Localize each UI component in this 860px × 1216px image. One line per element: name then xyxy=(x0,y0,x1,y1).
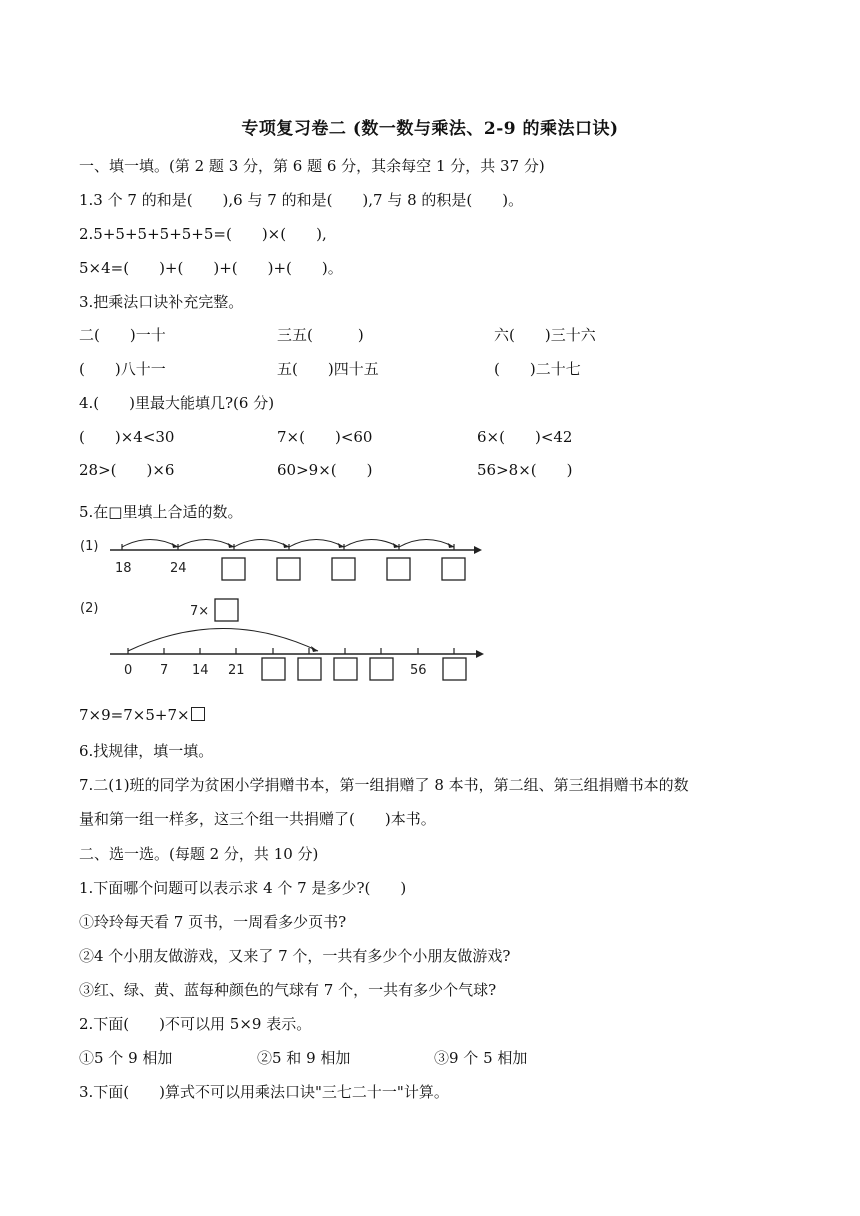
arc-label: 7× xyxy=(190,604,210,619)
tick-label-7: 7 xyxy=(160,663,169,678)
answer-box[interactable] xyxy=(370,658,393,680)
choice-option: ②5 和 9 相加 xyxy=(257,1049,351,1067)
number-line-1 xyxy=(78,528,488,586)
question-6: 6.找规律，填一填。 xyxy=(79,742,214,760)
tick-label-18: 18 xyxy=(115,561,132,576)
question-7-line2: 量和第一组一样多，这三个组一共捐赠了( )本书。 xyxy=(79,810,436,828)
choice-question-1: 1.下面哪个问题可以表示求 4 个 7 是多少?( ) xyxy=(79,879,407,897)
choice-question-2: 2.下面( )不可以用 5×9 表示。 xyxy=(79,1015,312,1033)
q4-item-6: 56>8×( ) xyxy=(477,461,573,479)
question-7-line1: 7.二(1)班的同学为贫困小学捐赠书本，第一组捐赠了 8 本书，第二组、第三组捐赠书本的数 xyxy=(79,776,689,794)
choice-option: ①玲玲每天看 7 页书，一周看多少页书? xyxy=(79,913,347,931)
choice-option: ②4 个小朋友做游戏，又来了 7 个，一共有多少个小朋友做游戏? xyxy=(79,947,511,965)
section1-heading: 一、填一填。(第 2 题 3 分，第 6 题 6 分，其余每空 1 分，共 37 分) xyxy=(79,157,545,175)
answer-box[interactable] xyxy=(262,658,285,680)
q3-blank-6: ( )二十七 xyxy=(494,360,581,378)
answer-box[interactable] xyxy=(332,558,355,580)
answer-box[interactable] xyxy=(334,658,357,680)
tick-label-14: 14 xyxy=(192,663,209,678)
section2-heading: 二、选一选。(每题 2 分，共 10 分) xyxy=(79,845,319,863)
question-4-heading: 4.( )里最大能填几?(6 分) xyxy=(79,394,275,412)
q4-item-3: 6×( )<42 xyxy=(477,428,573,446)
question-3-heading: 3.把乘法口诀补充完整。 xyxy=(79,293,244,311)
answer-box[interactable] xyxy=(277,558,300,580)
part1-label: (1) xyxy=(80,539,99,554)
choice-option: ③9 个 5 相加 xyxy=(434,1049,528,1067)
choice-option: ①5 个 9 相加 xyxy=(79,1049,173,1067)
tick-label-24: 24 xyxy=(170,561,187,576)
arc-answer-box[interactable] xyxy=(215,599,238,621)
q4-item-1: ( )×4<30 xyxy=(79,428,175,446)
tick-label-0: 0 xyxy=(124,663,133,678)
answer-box[interactable] xyxy=(442,558,465,580)
choice-option: ③红、绿、黄、蓝每种颜色的气球有 7 个，一共有多少个气球? xyxy=(79,981,497,999)
part2-label: (2) xyxy=(80,601,99,616)
question-5-heading: 5.在□里填上合适的数。 xyxy=(79,503,243,521)
choice-question-3: 3.下面( )算式不可以用乘法口诀"三七二十一"计算。 xyxy=(79,1083,449,1101)
page-title: 专项复习卷二 (数一数与乘法、2-9 的乘法口诀) xyxy=(241,119,619,139)
question-2-line1: 2.5+5+5+5+5+5=( )×( ), xyxy=(79,225,327,243)
tick-label-21: 21 xyxy=(228,663,245,678)
question-1: 1.3 个 7 的和是( ),6 与 7 的和是( ),7 与 8 的积是( )。 xyxy=(79,191,524,209)
q3-blank-1: 二( )一十 xyxy=(79,326,166,344)
equation-text: 7×9=7×5+7× xyxy=(79,706,190,724)
q4-item-2: 7×( )<60 xyxy=(277,428,373,446)
q3-blank-4: ( )八十一 xyxy=(79,360,166,378)
answer-box[interactable] xyxy=(222,558,245,580)
answer-box[interactable] xyxy=(298,658,321,680)
q3-blank-3: 六( )三十六 xyxy=(494,326,596,344)
equation-answer-box[interactable] xyxy=(191,707,205,721)
q4-item-4: 28>( )×6 xyxy=(79,461,175,479)
q3-blank-2: 三五( ) xyxy=(277,326,364,344)
question-2-line2: 5×4=( )+( )+( )+( )。 xyxy=(79,259,343,277)
answer-box[interactable] xyxy=(443,658,466,680)
q3-blank-5: 五( )四十五 xyxy=(277,360,379,378)
q4-item-5: 60>9×( ) xyxy=(277,461,373,479)
answer-box[interactable] xyxy=(387,558,410,580)
number-line-2 xyxy=(78,592,490,684)
question-5-equation xyxy=(79,705,205,725)
tick-label-56: 56 xyxy=(410,663,427,678)
